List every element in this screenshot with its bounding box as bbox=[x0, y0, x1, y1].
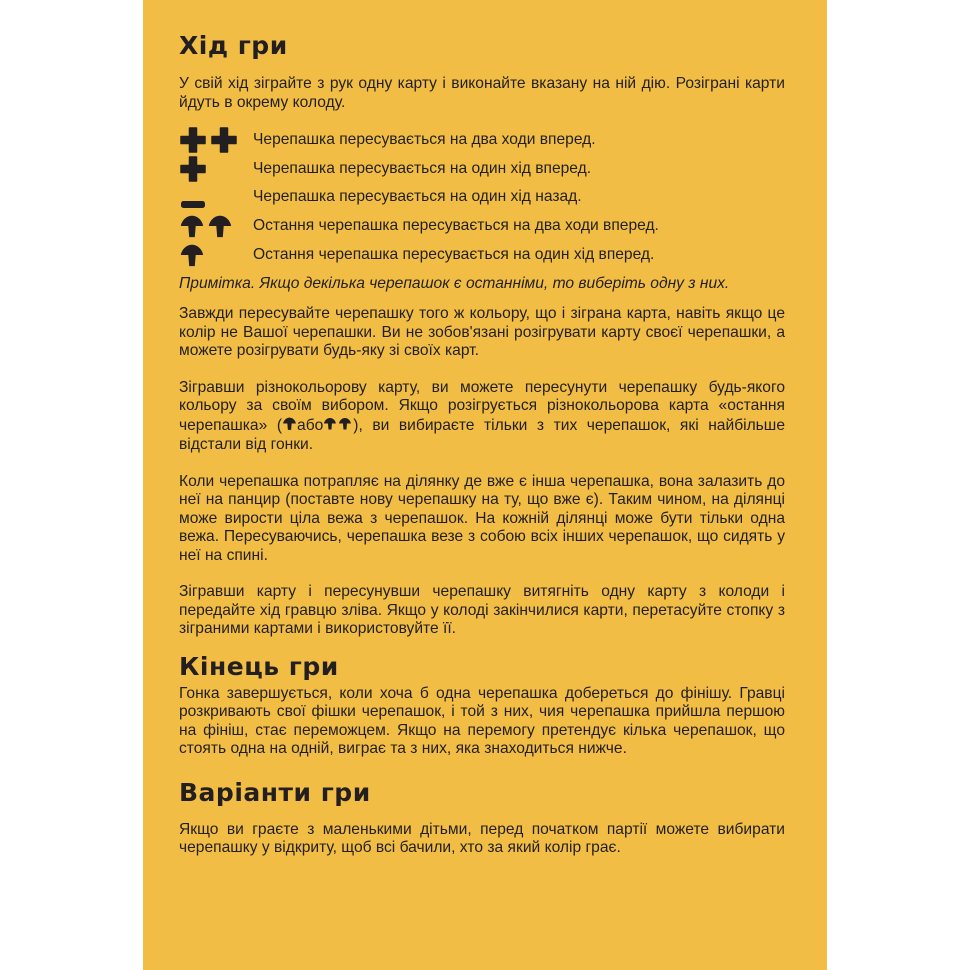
action-item bbox=[179, 126, 785, 155]
page-content bbox=[179, 30, 785, 858]
end-paragraph: Гонка завершується, коли хоча б одна черепашка добереться до фінішу. Гравці розкривають свої фішки черепашок, і той з них, чия черепашка прийшла першою на фініш, стає переможцем. Якщо на перемогу претендує кілька черепашок, що стоять одна на одній, виграє та з них, яка знаходиться нижче. bbox=[179, 684, 785, 758]
move-paragraph-2 bbox=[179, 379, 785, 455]
double-arrow-up-icon bbox=[179, 212, 253, 240]
section-title-end: Кінець гри bbox=[179, 651, 339, 681]
move-paragraph-4: Зігравши карту і пересунувши черепашку витягніть одну карту з колоди і передайте хід гравцю зліва. Якщо у колоді закінчилися карти, перетасуйте стопку з зіграними картами і використовуйте її. bbox=[179, 583, 785, 638]
move-note: Примітка. Якщо декілька черепашок є останніми, то виберіть одну з них. bbox=[179, 274, 730, 292]
action-text: Черепашка пересувається на один хід назад. bbox=[253, 188, 582, 206]
plus-icon bbox=[179, 155, 253, 183]
section-title-variants: Варіанти гри bbox=[179, 777, 371, 807]
action-item bbox=[179, 240, 785, 269]
action-text: Черепашка пересувається на один хід вперед. bbox=[253, 159, 592, 177]
action-item bbox=[179, 155, 785, 184]
double-arrow-up-icon bbox=[323, 416, 353, 437]
minus-icon bbox=[179, 183, 253, 211]
p2-after: ), ви вибираєте тільки з тих черепашок, які найбільше відстали від гонки. bbox=[179, 416, 785, 454]
section-title-move: Хід гри bbox=[179, 31, 288, 60]
variants-paragraph: Якщо ви граєте з маленькими дітьми, перед початком партії можете вибирати черепашку у відкриту, щоб всі бачили, хто за який колір грає. bbox=[179, 820, 785, 857]
action-text: Остання черепашка пересувається на один хід вперед. bbox=[253, 245, 655, 263]
card-actions-list bbox=[179, 126, 785, 269]
rules-page bbox=[143, 0, 827, 970]
double-plus-icon bbox=[179, 126, 253, 154]
action-text: Черепашка пересувається на два ходи вперед. bbox=[253, 131, 596, 149]
move-paragraph-1: Завжди пересувайте черепашку того ж кольору, що і зіграна карта, навіть якщо це колір не Вашої черепашки. Ви не зобов'язані розігрувати карту своєї черепашки, а можете розігрувати будь-яку зі своїх карт. bbox=[179, 305, 785, 360]
action-text: Остання черепашка пересувається на два ходи вперед. bbox=[253, 217, 659, 235]
p2-before: Зігравши різнокольорову карту, ви можете пересунути черепашку будь-якого кольору за своїм вибором. Якщо розігрується різнокольорова карта «остання черепашка» ( bbox=[179, 378, 785, 434]
p2-or: або bbox=[297, 416, 324, 434]
move-paragraph-3: Коли черепашка потрапляє на ділянку де вже є інша черепашка, вона залазить до неї на панцир (поставте нову черепашку на ту, що вже є). Таким чином, на ділянці може вирости ціла вежа з черепашок. На кожній ділянці може бути тільки одна вежа. Пересуваючись, черепашка везе з собою всіх інших черепашок, що сидять у неї на спині. bbox=[179, 472, 785, 564]
move-intro: У свій хід зіграйте з рук одну карту і виконайте вказану на ній дію. Розіграні карти йдуть в окрему колоду. bbox=[179, 75, 785, 111]
action-item bbox=[179, 183, 785, 212]
arrow-up-icon bbox=[179, 241, 253, 269]
arrow-up-icon bbox=[282, 416, 297, 437]
action-item bbox=[179, 212, 785, 241]
